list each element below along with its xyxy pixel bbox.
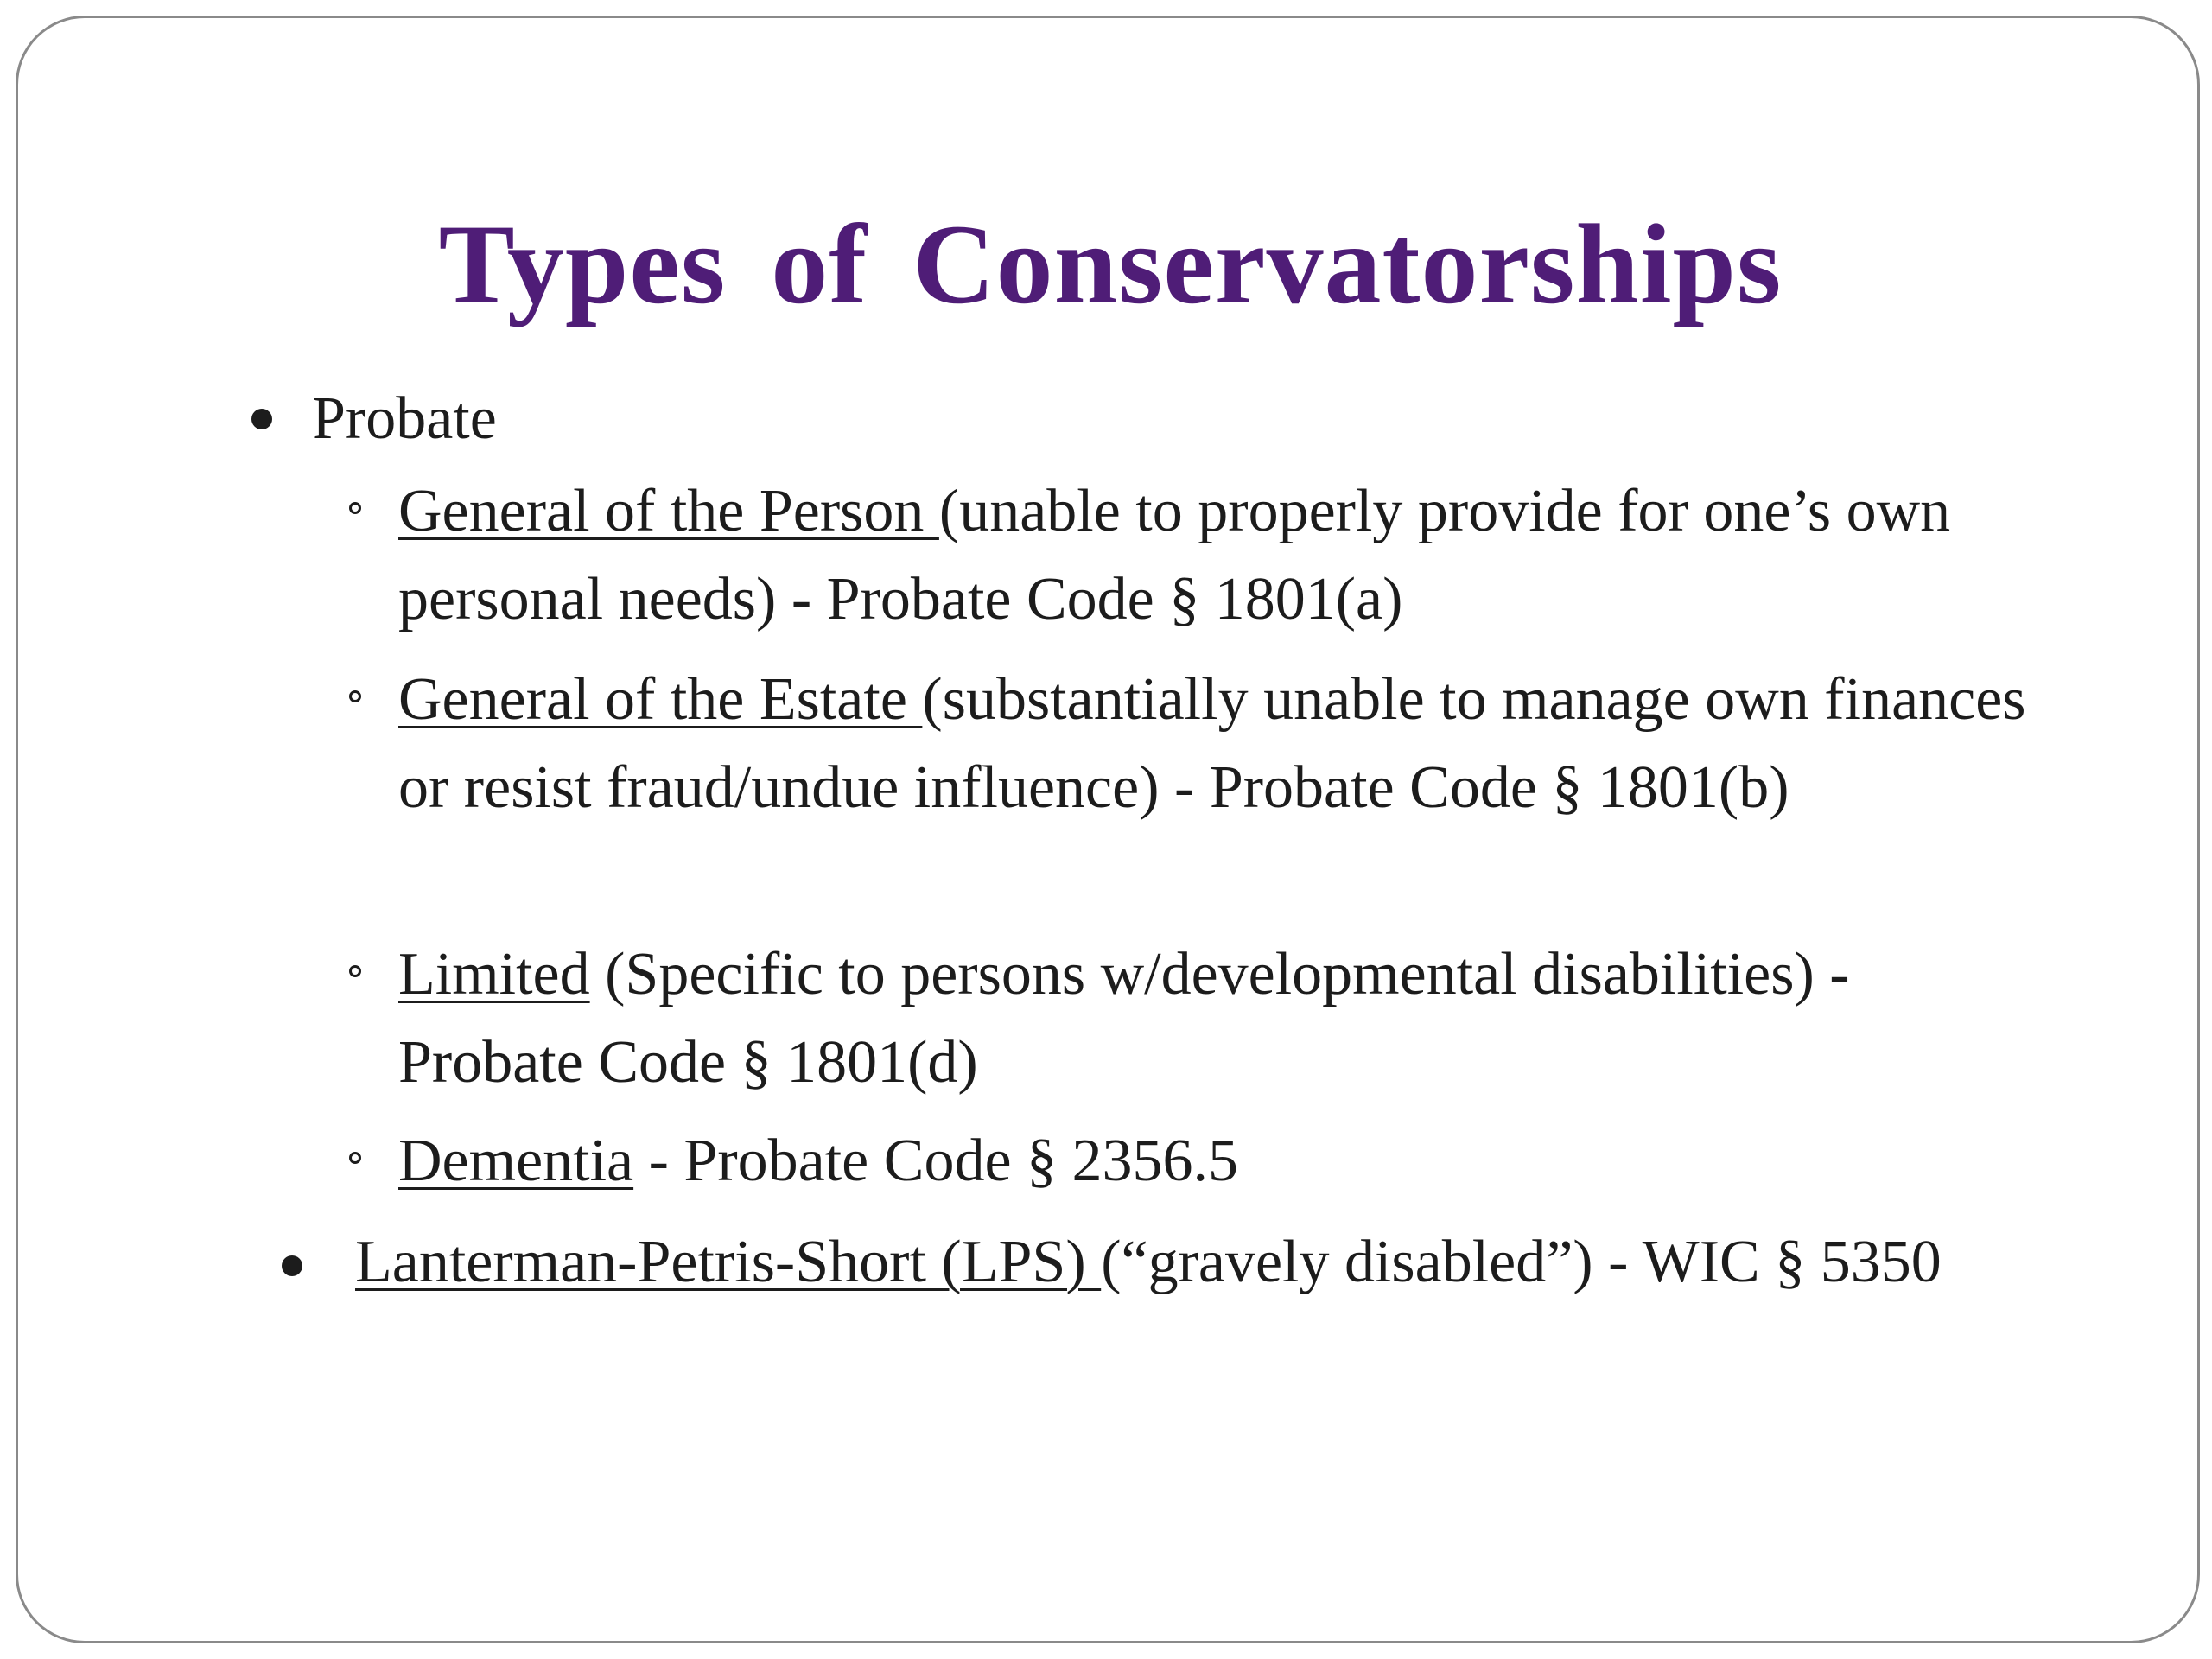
sub-item-dementia: [398, 1117, 2040, 1205]
sub-bullet-icon: [349, 690, 361, 702]
sub-item-term: General of the Estate: [398, 666, 923, 733]
slide-title: Types of Conservatorships: [438, 200, 1783, 327]
list-item-term: Lanterman-Petris-Short (LPS): [355, 1229, 1102, 1295]
sub-bullet-icon: [349, 502, 361, 514]
list-item-label: Probate: [312, 385, 497, 452]
sub-bullet-icon: [349, 965, 361, 977]
list-item-lps: [355, 1228, 1942, 1297]
sub-item-general-estate: [398, 656, 2040, 832]
sub-item-description: (unable to properly provide for one’s own personal needs) - Probate Code § 1801(a): [398, 478, 1951, 632]
sub-item-term: Dementia: [398, 1128, 634, 1194]
bullet-icon: [251, 409, 272, 429]
sub-item-description: (substantially unable to manage own finances or resist fraud/undue influence) - Probate Code § 1801(b): [398, 666, 2026, 821]
sub-item-term: General of the Person: [398, 478, 939, 544]
list-item-description: (“gravely disabled”) - WIC § 5350: [1101, 1229, 1942, 1295]
bullet-icon: [282, 1255, 302, 1276]
list-item-probate: [312, 385, 497, 454]
slide-frame: [16, 16, 2200, 1643]
sub-item-description: (Specific to persons w/developmental disabilities) - Probate Code § 1801(d): [398, 941, 1850, 1096]
sub-bullet-icon: [349, 1152, 361, 1164]
sub-item-limited: [398, 931, 2040, 1107]
sub-item-description: - Probate Code § 2356.5: [633, 1128, 1239, 1194]
sub-item-general-person: [398, 467, 2040, 644]
sub-item-term: Limited: [398, 941, 590, 1007]
